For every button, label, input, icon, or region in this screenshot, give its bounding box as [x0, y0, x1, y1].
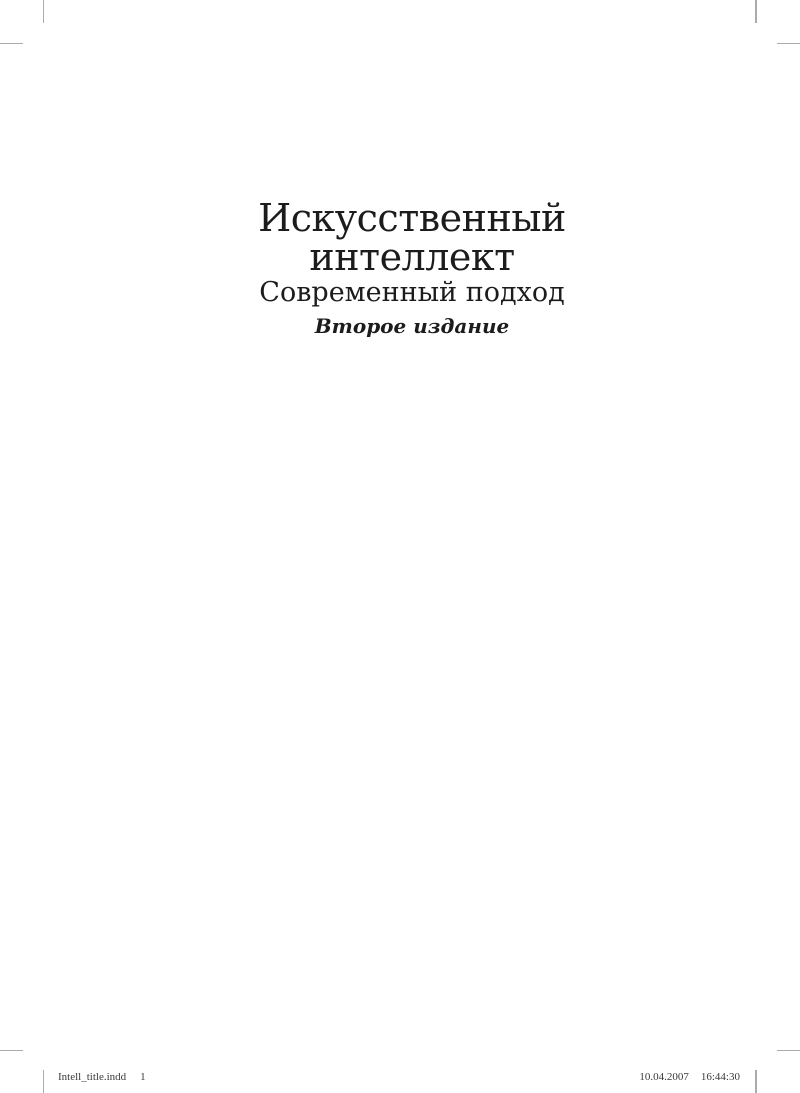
crop-mark-bottom-right-horizontal [777, 1050, 800, 1052]
crop-mark-bottom-left-vertical [43, 1070, 45, 1093]
footer-time: 16:44:30 [700, 1071, 740, 1083]
footer-date: 10.04.2007 [639, 1071, 689, 1083]
crop-mark-top-right-vertical [755, 0, 757, 23]
footer-right [639, 1071, 740, 1084]
crop-mark-top-right-horizontal [777, 43, 800, 45]
footer-left [58, 1071, 146, 1084]
crop-mark-bottom-right-vertical [755, 1070, 757, 1093]
crop-mark-bottom-left-horizontal [0, 1050, 23, 1052]
footer-filename: Intell_title.indd [58, 1071, 127, 1083]
title-block [0, 196, 800, 338]
book-subtitle: Современный подход [259, 277, 565, 308]
crop-mark-top-left-horizontal [0, 43, 23, 45]
book-title-line-1: Искусственный [258, 196, 566, 240]
book-title-line-2: интеллект [309, 235, 515, 279]
book-edition: Второе издание [314, 314, 510, 338]
crop-mark-top-left-vertical [43, 0, 45, 23]
footer-page-number: 1 [140, 1071, 146, 1083]
